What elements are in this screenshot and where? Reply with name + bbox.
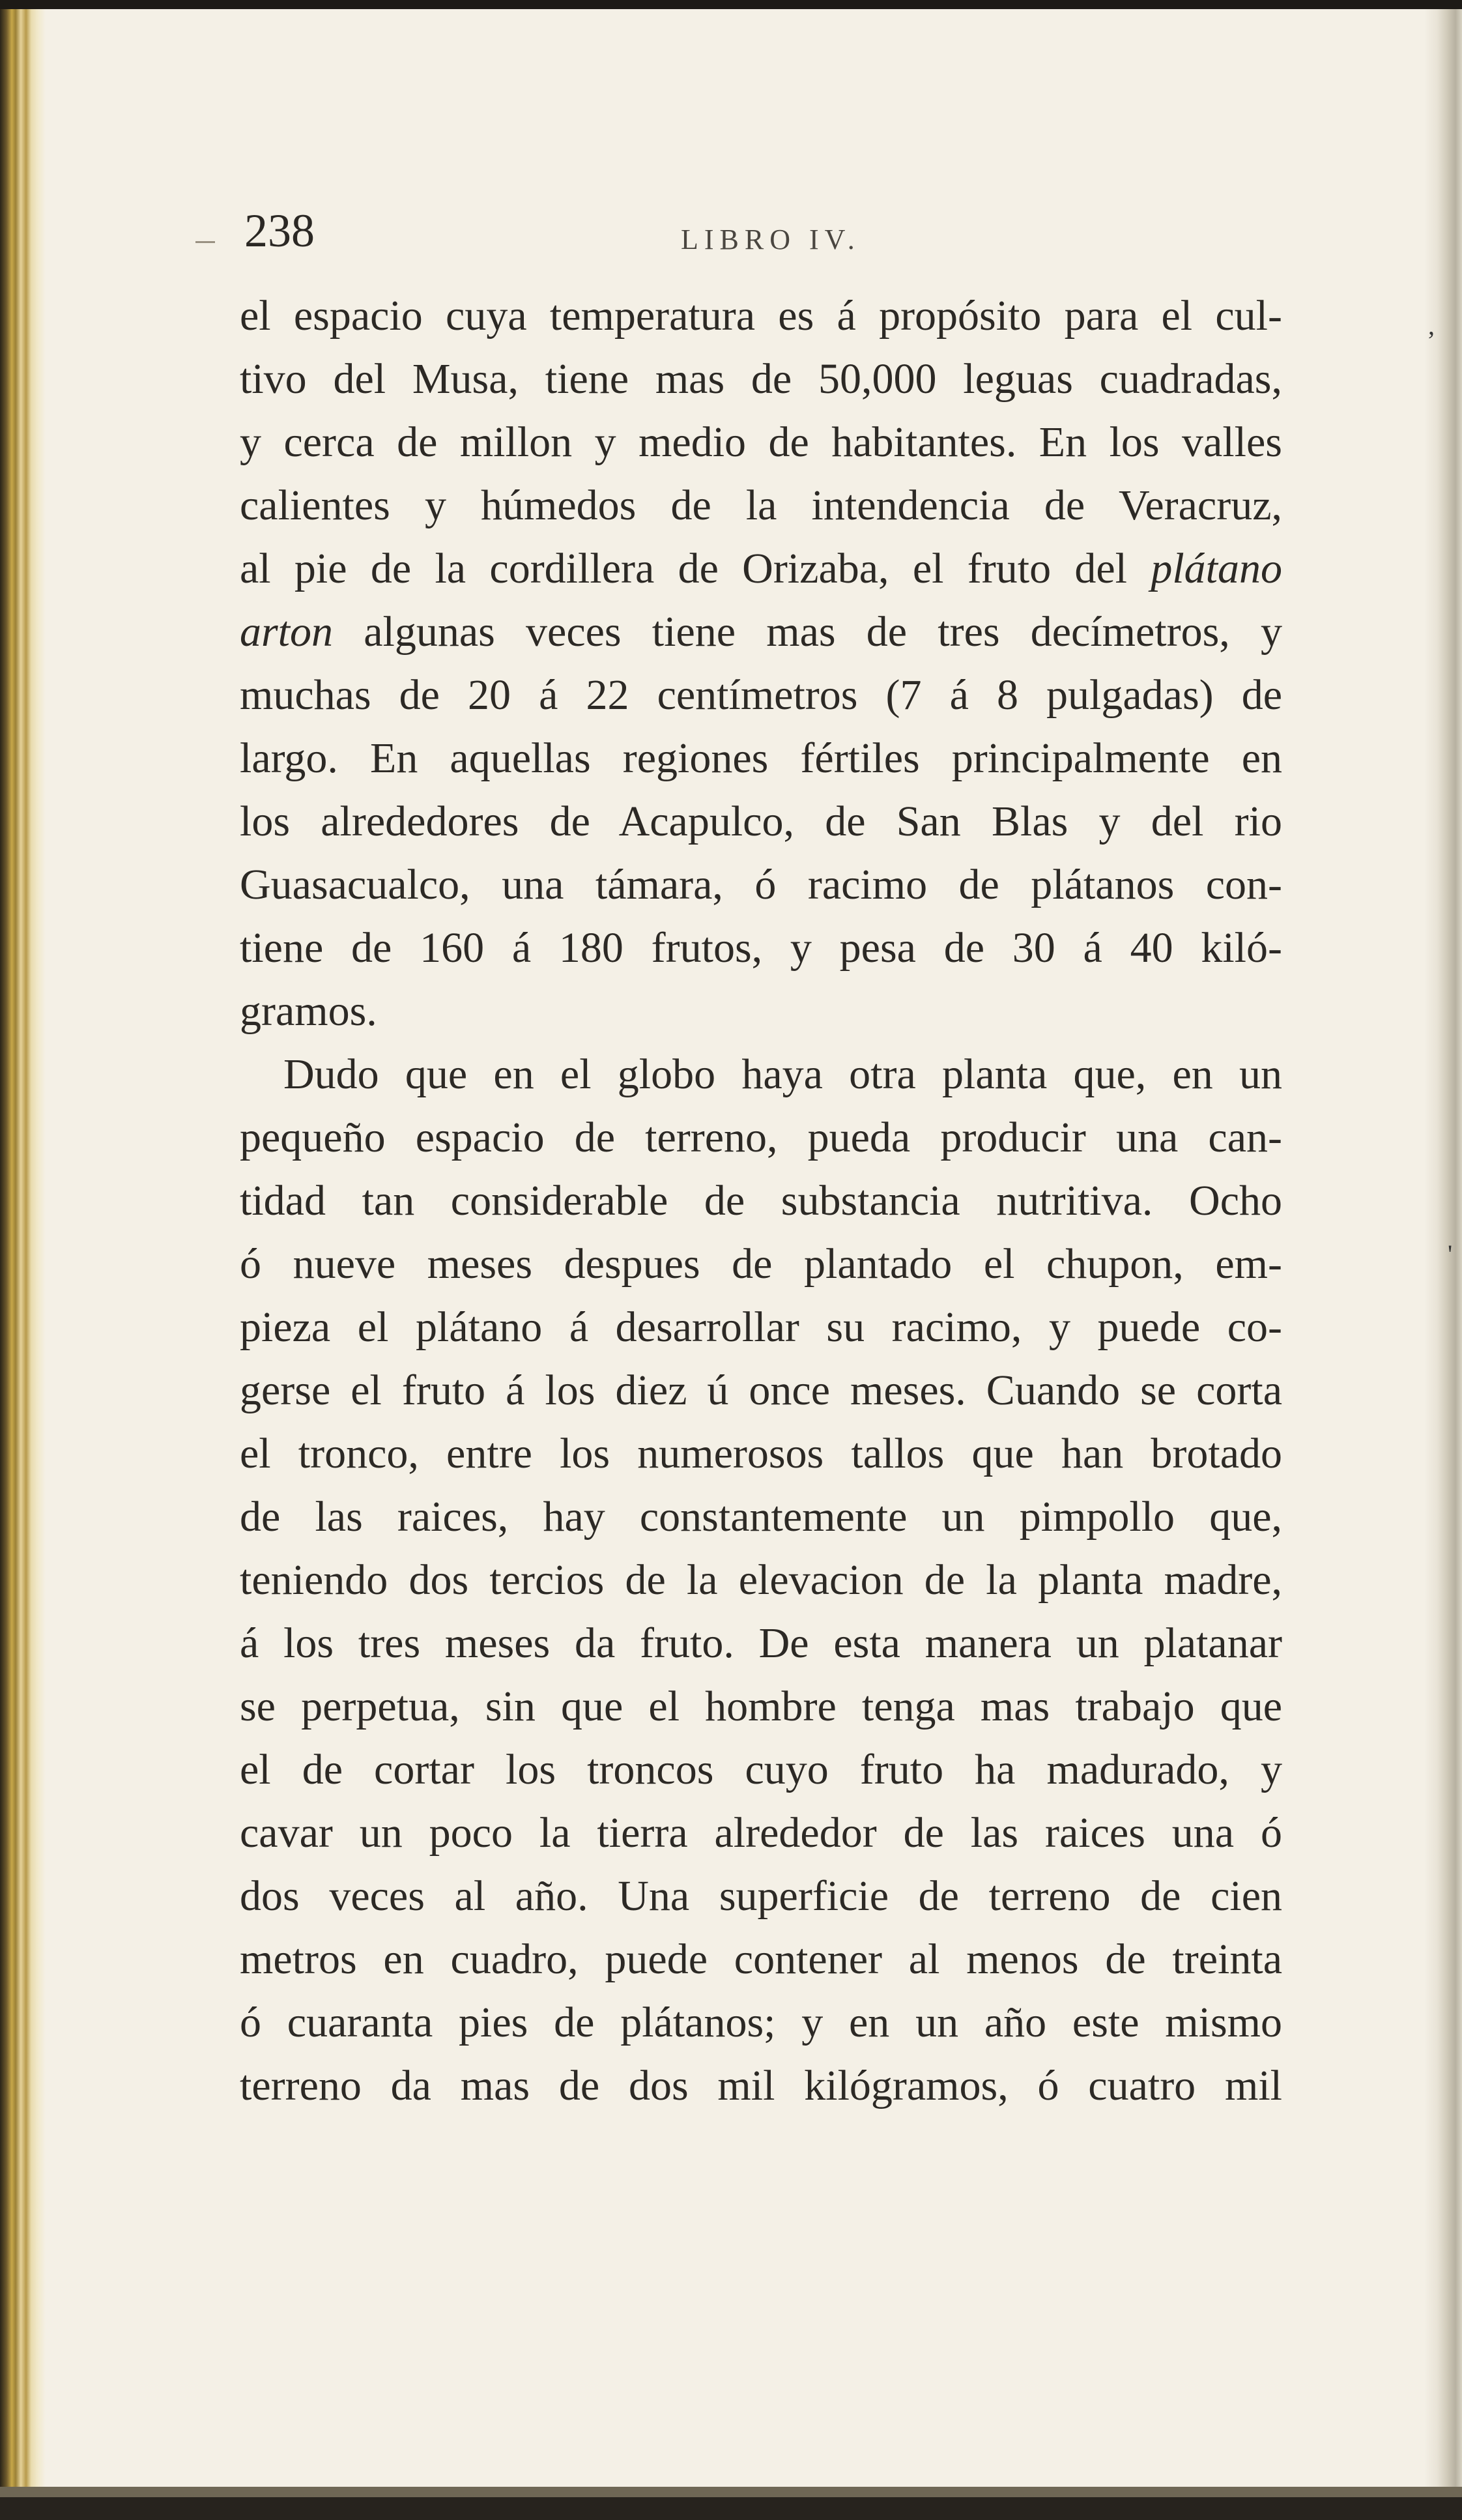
text-line: tivo del Musa, tiene mas de 50,000 leguas cuadradas, [240, 355, 1282, 403]
page-bottom-shadow [0, 2487, 1462, 2497]
text-line: de las raices, hay constantemente un pimpollo que, [240, 1493, 1282, 1541]
book-binding-edge [0, 9, 46, 2487]
text-line: Guasacualco, una támara, ó racimo de plátanos con- [240, 861, 1282, 908]
text-segment: al pie de la cordillera de Orizaba, el fruto del [240, 545, 1151, 592]
text-line: tidad tan considerable de substancia nutritiva. Ocho [240, 1177, 1282, 1224]
text-line: pequeño espacio de terreno, pueda producir una can- [240, 1114, 1282, 1161]
text-line: ó cuaranta pies de plátanos; y en un año este mismo [240, 1999, 1282, 2046]
text-line: Dudo que en el globo haya otra planta que, en un [283, 1050, 1282, 1098]
text-line [240, 547, 1282, 590]
page-number: 238 [244, 205, 315, 257]
text-line: calientes y húmedos de la intendencia de Veracruz, [240, 482, 1282, 529]
text-line: largo. En aquellas regiones fértiles principalmente en [240, 734, 1282, 782]
text-line: el espacio cuya temperatura es á propósito para el cul- [240, 292, 1282, 340]
text-line: terreno da mas de dos mil kilógramos, ó cuatro mil [240, 2062, 1282, 2109]
text-line: dos veces al año. Una superficie de terreno de cien [240, 1872, 1282, 1920]
page-top-edge [0, 0, 1462, 9]
text-line: á los tres meses da fruto. De esta manera un platanar [240, 1619, 1282, 1667]
text-line: y cerca de millon y medio de habitantes. En los valles [240, 418, 1282, 466]
text-line: gramos. [240, 987, 377, 1035]
page-right-edge [1424, 9, 1462, 2487]
text-line: tiene de 160 á 180 frutos, y pesa de 30 á 40 kiló- [240, 924, 1282, 972]
margin-dash [195, 241, 215, 243]
text-line: ó nueve meses despues de plantado el chupon, em- [240, 1240, 1282, 1288]
text-line: cavar un poco la tierra alrededor de las raices una ó [240, 1809, 1282, 1857]
text-segment: algunas veces tiene mas de tres decímetros, y [333, 608, 1282, 656]
running-head: LIBRO IV. [681, 224, 861, 255]
text-line: se perpetua, sin que el hombre tenga mas trabajo que [240, 1683, 1282, 1730]
text-line: teniendo dos tercios de la elevacion de la planta madre, [240, 1556, 1282, 1604]
text-line: gerse el fruto á los diez ú once meses. Cuando se corta [240, 1367, 1282, 1414]
text-line [240, 608, 1282, 656]
text-line: el de cortar los troncos cuyo fruto ha madurado, y [240, 1746, 1282, 1793]
page-bottom-edge [0, 2497, 1462, 2520]
text-line: metros en cuadro, puede contener al menos de treinta [240, 1935, 1282, 1983]
text-line: los alrededores de Acapulco, de San Blas y del rio [240, 798, 1282, 845]
text-line: el tronco, entre los numerosos tallos que han brotado [240, 1430, 1282, 1477]
italic-term: plátano [1151, 545, 1282, 592]
text-line: pieza el plátano á desarrollar su racimo, y puede co- [240, 1303, 1282, 1351]
italic-term: arton [240, 608, 334, 656]
margin-speck: , [1428, 311, 1435, 340]
text-line: muchas de 20 á 22 centímetros (7 á 8 pulgadas) de [240, 671, 1282, 719]
margin-speck: ' [1448, 1239, 1453, 1269]
